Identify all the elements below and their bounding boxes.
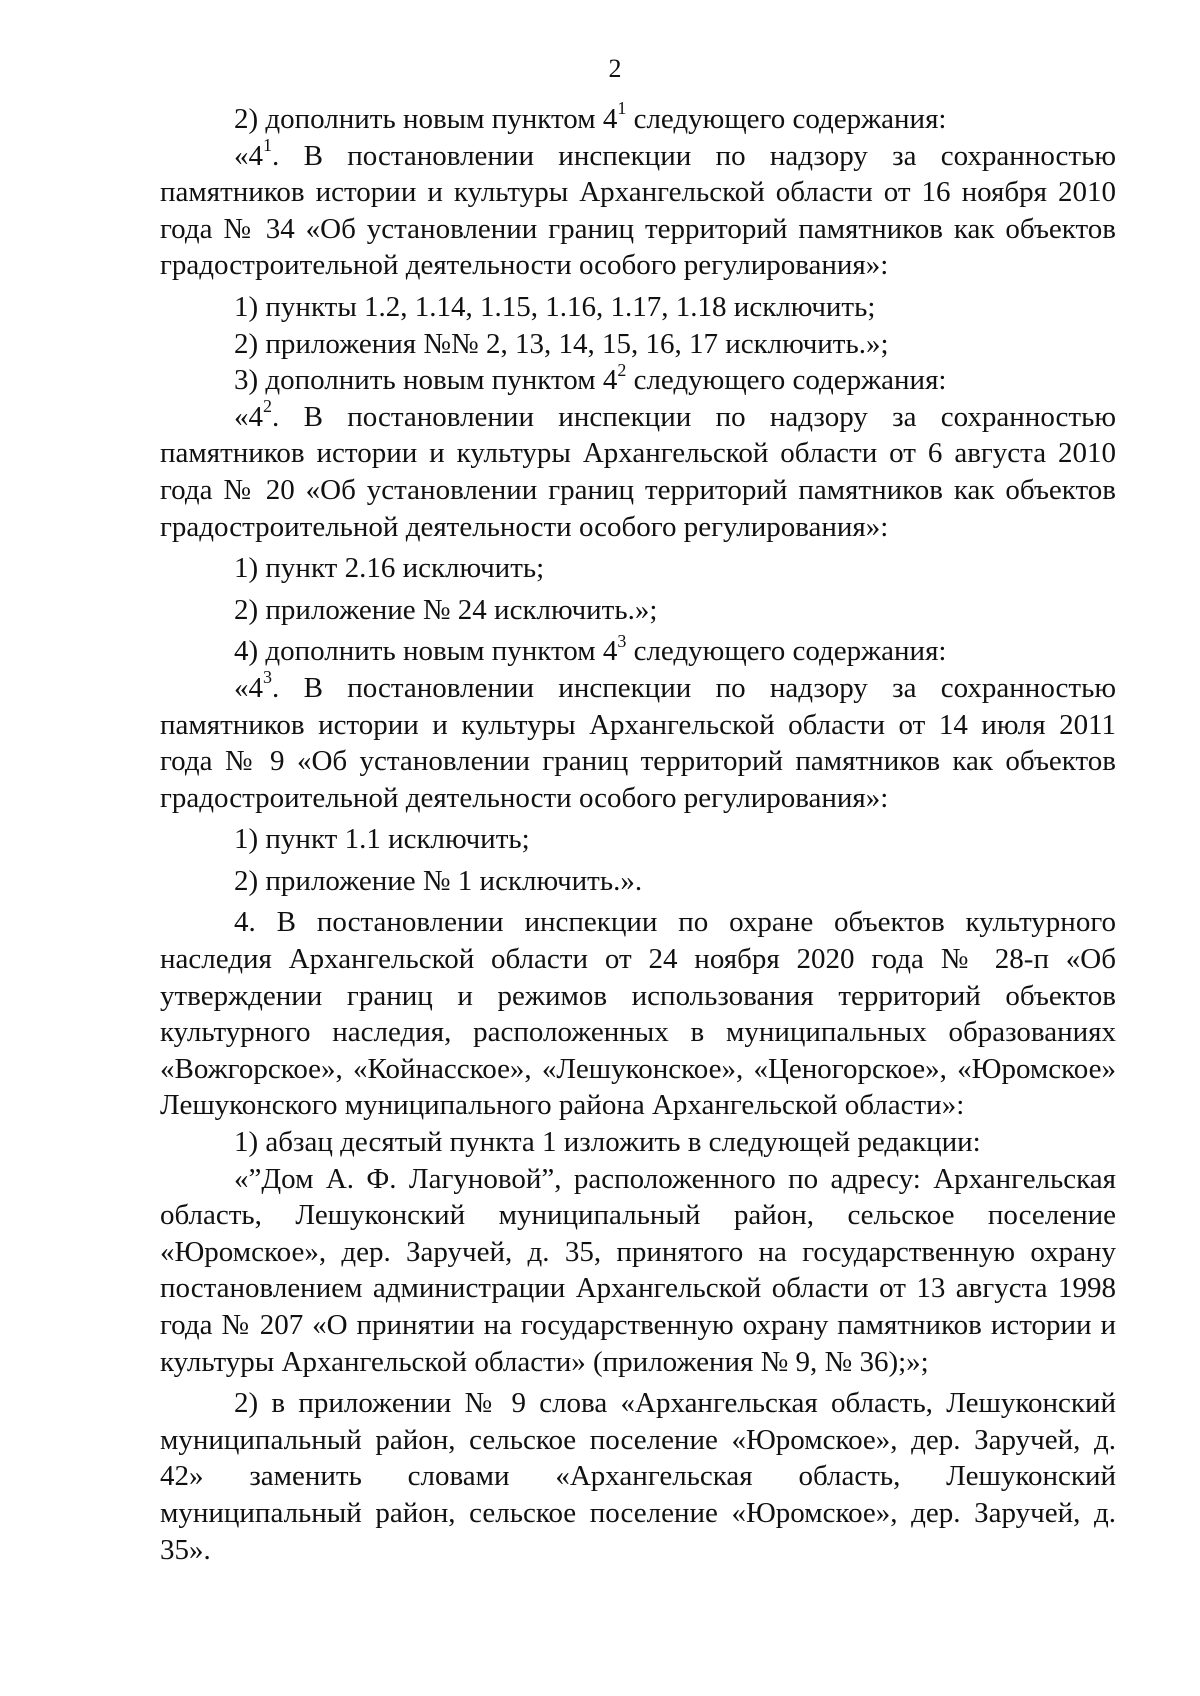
paragraph-subitem-1: 1) пункт 2.16 исключить; — [234, 552, 545, 585]
paragraph-quote-4-1: «$4^1$. В постановлении инспекции по надзору за сохранностью памятников истории и культуры Архангельской области от 16 ноября 2010 года № 34 «Об установлении границ территорий памятников как объектов градостроительной деятельности особого регулирования»: — [160, 134, 1116, 282]
paragraph-subitem-1: 1) абзац десятый пункта 1 изложить в следующей редакции: — [234, 1126, 981, 1159]
paragraph-section-4: 4. В постановлении инспекции по охране объектов культурного наследия Архангельской области от 24 ноября 2020 года № 28-п «Об утверждении границ и режимов использования территорий объектов культурного наследия, расположенных в муниципальных образованиях «Вожгорское», «Койнасское», «Лешуконское», «Ценогорское», «Юромское» Лешуконского муниципального района Архангельской области»: — [160, 906, 1116, 1122]
paragraph-item-3-addition: 3) дополнить новым пунктом $4^2$ следующего содержания: — [234, 359, 947, 397]
paragraph-quote-house: «”Дом А. Ф. Лагуновой”, расположенного по адресу: Архангельская область, Лешуконский муниципальный район, сельское поселение «Юромское», дер. Заручей, д. 35, принятого на государственную охрану постановлением администрации Архангельской области от 13 августа 1998 года № 207 «О принятии на государственную охрану памятников истории и культуры Архангельской области» (приложения № 9, № 36);»; — [160, 1162, 1116, 1378]
document-body — [160, 98, 1116, 1568]
paragraph-item-2-addition: 2) дополнить новым пунктом $4^1$ следующего содержания: — [234, 98, 947, 135]
paragraph-subitem-2: 2) в приложении № 9 слова «Архангельская область, Лешуконский муниципальный район, сельское поселение «Юромское», дер. Заручей, д. 42» заменить словами «Архангельская область, Лешуконский муниципальный район, сельское поселение «Юромское», дер. Заручей, д. 35». — [160, 1387, 1116, 1566]
paragraph-subitem-2: 2) приложения №№ 2, 13, 14, 15, 16, 17 исключить.»; — [234, 327, 889, 360]
paragraph-subitem-2: 2) приложение № 1 исключить.». — [234, 864, 643, 897]
paragraph-quote-4-2: «$4^2$. В постановлении инспекции по надзору за сохранностью памятников истории и культуры Архангельской области от 6 августа 2010 года № 20 «Об установлении границ территорий памятников как объектов градостроительной деятельности особого регулирования»: — [160, 396, 1116, 543]
paragraph-item-4-addition: 4) дополнить новым пунктом $4^3$ следующего содержания: — [234, 630, 947, 668]
paragraph-subitem-1: 1) пункты 1.2, 1.14, 1.15, 1.16, 1.17, 1.18 исключить; — [234, 290, 876, 323]
paragraph-subitem-2: 2) приложение № 24 исключить.»; — [234, 593, 658, 626]
paragraph-subitem-1: 1) пункт 1.1 исключить; — [234, 823, 530, 856]
paragraph-quote-4-3: «$4^3$. В постановлении инспекции по надзору за сохранностью памятников истории и культуры Архангельской области от 14 июля 2011 года № 9 «Об установлении границ территорий памятников как объектов градостроительной деятельности особого регулирования»: — [160, 667, 1116, 814]
page-number: 2 — [608, 54, 622, 83]
